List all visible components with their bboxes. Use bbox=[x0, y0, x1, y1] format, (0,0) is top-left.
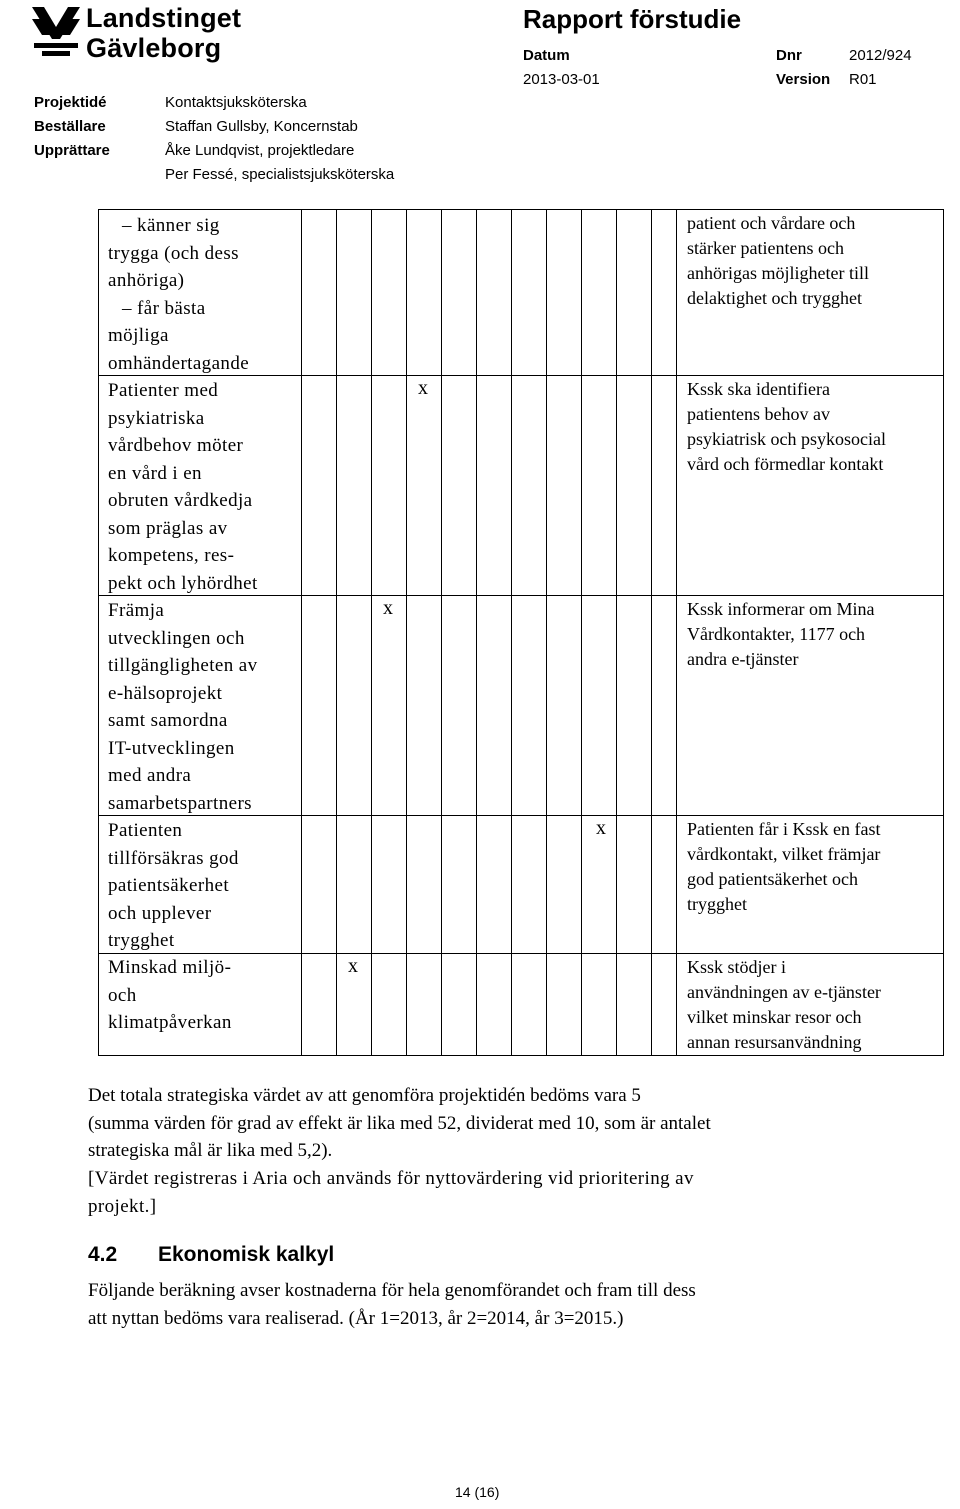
description-line: vård och förmedlar kontakt bbox=[687, 454, 884, 474]
dnr-label: Dnr bbox=[776, 47, 802, 64]
datum-label: Datum bbox=[523, 47, 570, 64]
goal-line: möjliga bbox=[108, 325, 169, 346]
goal-line: e-hälsoprojekt bbox=[108, 682, 223, 704]
table-row-2-goal bbox=[108, 377, 298, 597]
col-divider bbox=[371, 209, 372, 1056]
description-line: Vårdkontakter, 1177 och bbox=[687, 624, 866, 644]
goal-line: IT-utvecklingen bbox=[108, 737, 235, 759]
table-row-2-description bbox=[687, 377, 942, 477]
col-divider bbox=[336, 209, 337, 1056]
goal-line: anhöriga) bbox=[108, 270, 185, 291]
table-row-3-description bbox=[687, 597, 942, 672]
col-divider bbox=[441, 209, 442, 1056]
goal-line: tillgängligheten av bbox=[108, 655, 258, 676]
goal-line: kompetens, res- bbox=[108, 545, 235, 566]
goal-line: patientsäkerhet bbox=[108, 875, 230, 896]
table-border-right bbox=[943, 209, 944, 1056]
description-line: delaktighet och trygghet bbox=[687, 288, 862, 308]
version-value: R01 bbox=[849, 71, 877, 88]
goal-line: Minskad miljö- bbox=[108, 957, 232, 978]
table-row-4-goal bbox=[108, 817, 298, 955]
table-row-4-description bbox=[687, 817, 942, 917]
description-line: patientens behov av bbox=[687, 404, 830, 424]
effect-mark: x bbox=[383, 597, 393, 619]
paragraph-line: att nyttan bedöms vara realiserad. (År 1=2013, år 2=2014, år 3=2015.) bbox=[88, 1307, 624, 1329]
description-line: andra e-tjänster bbox=[687, 649, 799, 669]
datum-value: 2013-03-01 bbox=[523, 71, 600, 88]
table-row-3-goal bbox=[108, 597, 298, 817]
goal-line: samt samordna bbox=[108, 710, 228, 731]
col-divider bbox=[301, 209, 302, 1056]
bestallare-value: Staffan Gullsby, Koncernstab bbox=[165, 118, 358, 135]
goal-line: med andra bbox=[108, 765, 192, 786]
projektide-value: Kontaktsjuksköterska bbox=[165, 94, 307, 111]
aria-note-paragraph bbox=[88, 1165, 888, 1220]
table-row-1-goal bbox=[108, 212, 298, 377]
logo bbox=[30, 3, 260, 65]
goal-line: samarbetspartners bbox=[108, 792, 252, 814]
paragraph-line: [Värdet registreras i Aria och används för nyttovärdering vid prioritering av bbox=[88, 1168, 694, 1189]
dnr-value: 2012/924 bbox=[849, 47, 912, 64]
logo-line-2: Gävleborg bbox=[86, 33, 222, 63]
goal-line: – känner sig bbox=[122, 215, 220, 236]
goal-line: vårdbehov möter bbox=[108, 435, 244, 456]
table-row-5-description bbox=[687, 955, 942, 1055]
section-number: 4.2 bbox=[88, 1243, 118, 1266]
table-border-bottom bbox=[98, 1055, 944, 1056]
landstinget-logo-icon bbox=[30, 5, 82, 61]
description-line: användningen av e-tjänster bbox=[687, 982, 881, 1002]
effect-mark: x bbox=[348, 955, 358, 977]
col-divider bbox=[546, 209, 547, 1056]
goal-line: klimatpåverkan bbox=[108, 1012, 232, 1033]
projektide-label: Projektidé bbox=[34, 94, 107, 111]
upprattare-value-2: Per Fessé, specialistsjuksköterska bbox=[165, 166, 395, 183]
goal-line: och upplever bbox=[108, 902, 212, 924]
description-line: annan resursanvändning bbox=[687, 1032, 862, 1052]
description-line: god patientsäkerhet och bbox=[687, 869, 858, 889]
logo-line-1: Landstinget bbox=[86, 3, 242, 33]
col-divider bbox=[581, 209, 582, 1056]
bestallare-label: Beställare bbox=[34, 118, 106, 135]
calculation-paragraph bbox=[88, 1277, 888, 1332]
table-row-1-description bbox=[687, 211, 942, 311]
table-border-top bbox=[98, 209, 944, 210]
description-line: vilket minskar resor och bbox=[687, 1007, 862, 1027]
version-label: Version bbox=[776, 71, 831, 88]
section-heading bbox=[88, 1243, 334, 1267]
paragraph-line: Det totala strategiska värdet av att genomföra projektidén bedöms vara 5 bbox=[88, 1085, 641, 1106]
description-line: trygghet bbox=[687, 894, 747, 914]
description-line: psykiatrisk och psykosocial bbox=[687, 429, 886, 449]
upprattare-value: Åke Lundqvist, projektledare bbox=[165, 142, 355, 159]
paragraph-line: Följande beräkning avser kostnaderna för hela genomförandet och fram till dess bbox=[88, 1280, 696, 1301]
paragraph-line: (summa värden för grad av effekt är lika med 52, dividerat med 10, som är antalet bbox=[88, 1112, 711, 1134]
description-line: Kssk ska identifiera bbox=[687, 379, 830, 399]
col-divider bbox=[616, 209, 617, 1056]
strategic-goals-table bbox=[98, 209, 944, 1056]
goal-line: – får bästa bbox=[122, 297, 206, 319]
effect-mark: x bbox=[418, 377, 428, 399]
description-line: Patienten får i Kssk en fast bbox=[687, 819, 881, 839]
goal-line: obruten vårdkedja bbox=[108, 490, 253, 511]
col-divider bbox=[406, 209, 407, 1056]
goal-line: Patienter med bbox=[108, 380, 219, 401]
report-title: Rapport förstudie bbox=[523, 4, 742, 34]
description-line: patient och vårdare och bbox=[687, 213, 856, 233]
section-title: Ekonomisk kalkyl bbox=[158, 1243, 335, 1266]
goal-line: utvecklingen och bbox=[108, 627, 245, 649]
goal-line: omhändertagande bbox=[108, 352, 250, 374]
logo-text bbox=[86, 3, 241, 63]
description-line: vårdkontakt, vilket främjar bbox=[687, 844, 881, 864]
description-line: Kssk stödjer i bbox=[687, 957, 786, 977]
paragraph-line: strategiska mål är lika med 5,2). bbox=[88, 1140, 333, 1161]
goal-line: tillförsäkras god bbox=[108, 847, 239, 869]
description-line: stärker patientens och bbox=[687, 238, 844, 258]
description-line: Kssk informerar om Mina bbox=[687, 599, 875, 619]
goal-line: pekt och lyhördhet bbox=[108, 572, 258, 594]
goal-line: som präglas av bbox=[108, 517, 228, 539]
goal-line: psykiatriska bbox=[108, 407, 205, 429]
goal-line: och bbox=[108, 984, 137, 1006]
strategic-value-paragraph bbox=[88, 1082, 888, 1165]
paragraph-line: projekt.] bbox=[88, 1195, 157, 1217]
col-divider bbox=[511, 209, 512, 1056]
effect-mark: x bbox=[596, 817, 606, 839]
col-divider bbox=[676, 209, 677, 1056]
page-number: 14 (16) bbox=[455, 1484, 500, 1500]
col-divider bbox=[651, 209, 652, 1056]
table-row-5-goal bbox=[108, 954, 298, 1037]
goal-line: Främja bbox=[108, 600, 165, 621]
goal-line: en vård i en bbox=[108, 462, 202, 484]
col-divider bbox=[476, 209, 477, 1056]
goal-line: trygga (och dess bbox=[108, 242, 239, 264]
description-line: anhörigas möjligheter till bbox=[687, 263, 869, 283]
goal-line: Patienten bbox=[108, 820, 183, 841]
table-border-left bbox=[98, 209, 99, 1056]
upprattare-label: Upprättare bbox=[34, 142, 110, 159]
goal-line: trygghet bbox=[108, 930, 175, 951]
